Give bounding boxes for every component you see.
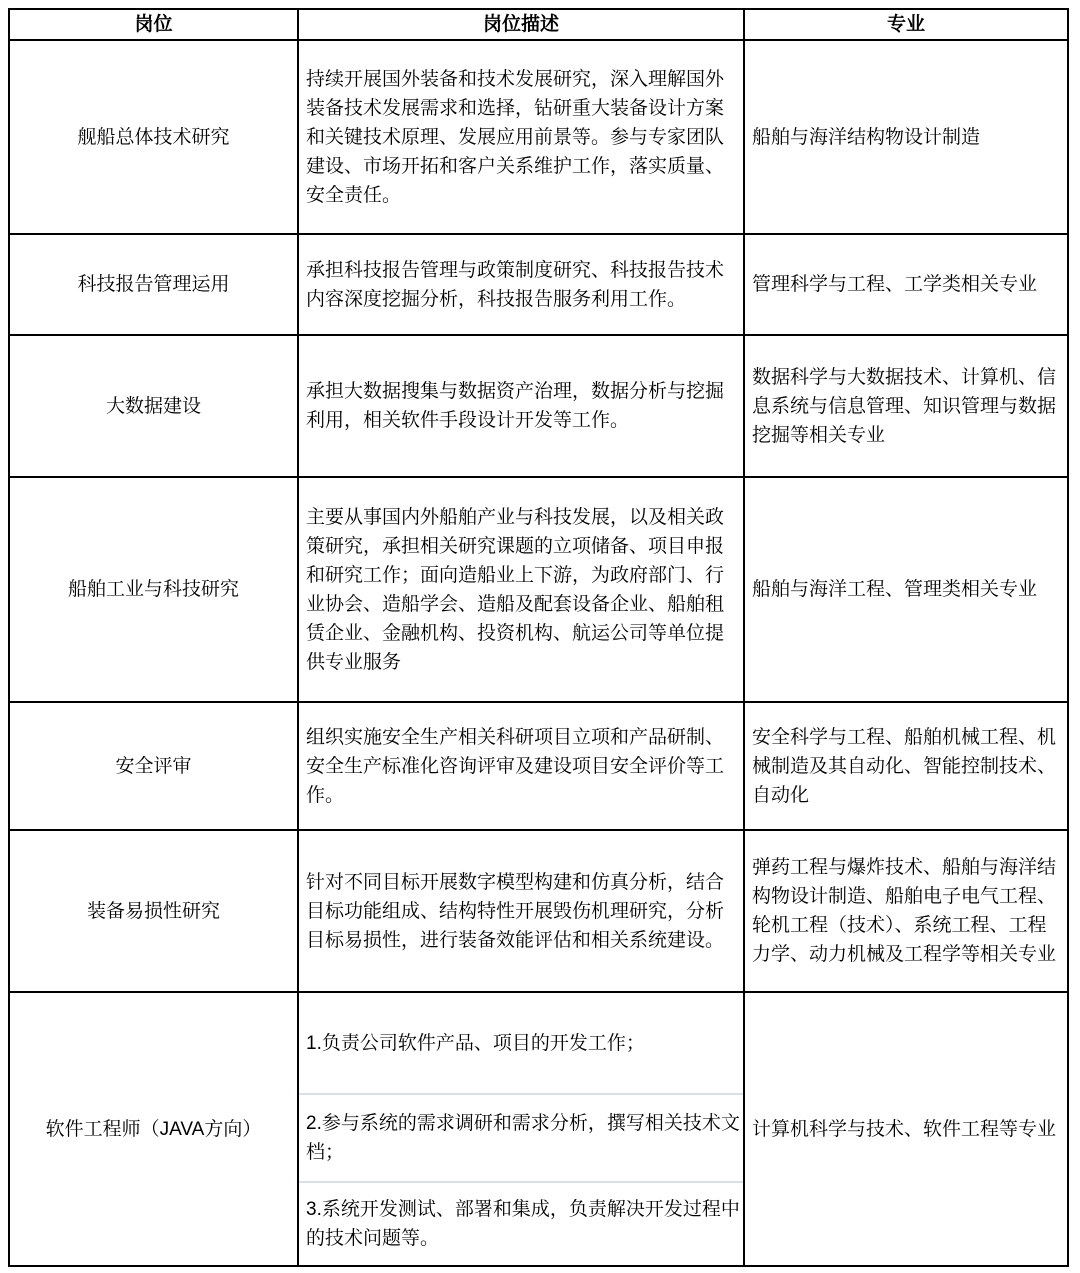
table-row — [9, 40, 1068, 234]
description-cell: 承担科技报告管理与政策制度研究、科技报告技术内容深度挖掘分析，科技报告服务利用工作。 — [298, 234, 744, 335]
header-description: 岗位描述 — [298, 9, 744, 40]
table-row — [9, 702, 1068, 830]
description-cell: 针对不同目标开展数字模型构建和仿真分析，结合目标功能组成、结构特性开展毁伤机理研究，分析目标易损性，进行装备效能评估和相关系统建设。 — [298, 830, 744, 992]
header-row — [9, 9, 1068, 40]
major-cell: 船舶与海洋结构物设计制造 — [744, 40, 1068, 234]
description-cell — [298, 992, 744, 1266]
position-cell: 科技报告管理运用 — [9, 234, 298, 335]
major-cell: 安全科学与工程、船舶机械工程、机械制造及其自动化、智能控制技术、自动化 — [744, 702, 1068, 830]
position-cell: 船舶工业与科技研究 — [9, 477, 298, 702]
position-cell: 安全评审 — [9, 702, 298, 830]
major-cell: 船舶与海洋工程、管理类相关专业 — [744, 477, 1068, 702]
description-item-2: 2.参与系统的需求调研和需求分析，撰写相关技术文档； — [299, 1093, 743, 1181]
jobs-table — [8, 8, 1069, 1267]
description-cell: 主要从事国内外船舶产业与科技发展，以及相关政策研究，承担相关研究课题的立项储备、项目申报和研究工作；面向造船业上下游，为政府部门、行业协会、造船学会、造船及配套设备企业、船舶租赁企业、金融机构、投资机构、航运公司等单位提供专业服务 — [298, 477, 744, 702]
major-cell: 计算机科学与技术、软件工程等专业 — [744, 992, 1068, 1266]
position-cell: 装备易损性研究 — [9, 830, 298, 992]
description-cell: 组织实施安全生产相关科研项目立项和产品研制、安全生产标准化咨询评审及建设项目安全评价等工作。 — [298, 702, 744, 830]
major-cell: 弹药工程与爆炸技术、船舶与海洋结构物设计制造、船舶电子电气工程、轮机工程（技术）、系统工程、工程力学、动力机械及工程学等相关专业 — [744, 830, 1068, 992]
table-row — [9, 234, 1068, 335]
major-cell: 管理科学与工程、工学类相关专业 — [744, 234, 1068, 335]
table-row — [9, 992, 1068, 1266]
major-cell: 数据科学与大数据技术、计算机、信息系统与信息管理、知识管理与数据挖掘等相关专业 — [744, 335, 1068, 477]
description-item-3: 3.系统开发测试、部署和集成，负责解决开发过程中的技术问题等。 — [299, 1181, 743, 1265]
position-cell: 舰船总体技术研究 — [9, 40, 298, 234]
table-row — [9, 477, 1068, 702]
position-cell: 软件工程师（JAVA方向） — [9, 992, 298, 1266]
table-row — [9, 830, 1068, 992]
header-position: 岗位 — [9, 9, 298, 40]
table-row — [9, 335, 1068, 477]
description-item-1: 1.负责公司软件产品、项目的开发工作； — [306, 1032, 645, 1054]
description-cell: 承担大数据搜集与数据资产治理，数据分析与挖掘利用，相关软件手段设计开发等工作。 — [298, 335, 744, 477]
description-cell: 持续开展国外装备和技术发展研究，深入理解国外装备技术发展需求和选择，钻研重大装备设计方案和关键技术原理、发展应用前景等。参与专家团队建设、市场开拓和客户关系维护工作，落实质量、安全责任。 — [298, 40, 744, 234]
position-cell: 大数据建设 — [9, 335, 298, 477]
header-major: 专业 — [744, 9, 1068, 40]
